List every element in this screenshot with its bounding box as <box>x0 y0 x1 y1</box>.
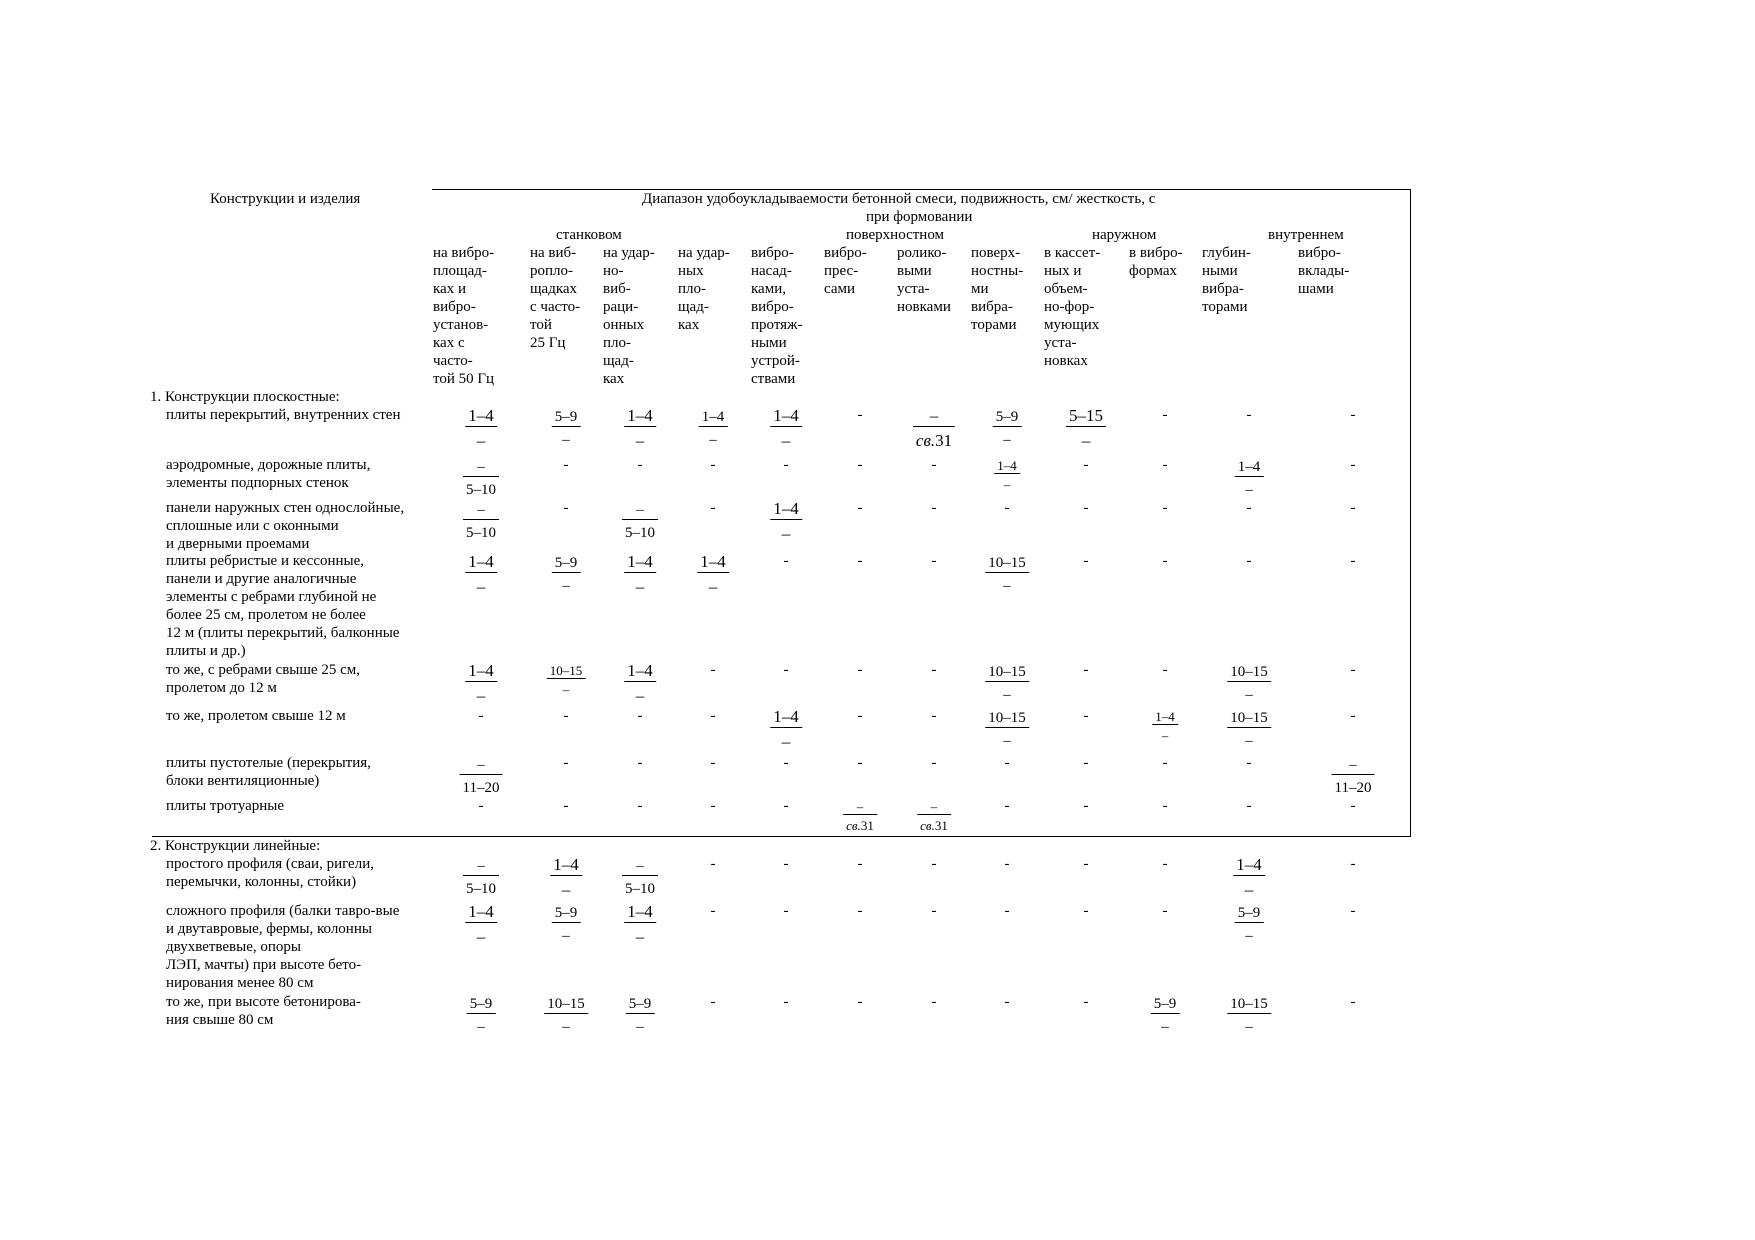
empty-cell-dash: - <box>1083 553 1089 569</box>
empty-cell-dash: - <box>710 500 716 516</box>
fraction-numerator: 1–4 <box>770 499 802 520</box>
empty-cell-dash: - <box>783 553 789 569</box>
fraction-denominator: – <box>562 1019 570 1035</box>
empty-cell-dash: - <box>1083 994 1089 1010</box>
table-subtitle: при формовании <box>866 209 973 225</box>
empty-cell-dash: - <box>1004 903 1010 919</box>
group-header-poverkhnostnom: поверхностном <box>846 227 945 243</box>
fraction-denominator: – <box>476 927 486 946</box>
fraction-denominator: – <box>1245 687 1253 703</box>
fraction-numerator: – <box>843 799 877 815</box>
fraction-numerator: – <box>622 857 658 876</box>
fraction-value <box>1332 756 1375 797</box>
fraction-value <box>699 408 728 449</box>
empty-cell-dash: - <box>1162 457 1168 473</box>
frame-right-line <box>1410 189 1411 836</box>
empty-cell-dash: - <box>931 457 937 473</box>
fraction-denominator: – <box>562 682 570 697</box>
fraction-denominator: – <box>562 928 570 944</box>
fraction-value <box>1233 855 1265 900</box>
empty-cell-dash: - <box>1350 553 1356 569</box>
fraction-denominator: – <box>635 577 645 596</box>
fraction-denominator: – <box>1081 431 1091 450</box>
empty-cell-dash: - <box>783 798 789 814</box>
empty-cell-dash: - <box>1162 798 1168 814</box>
fraction-denominator: – <box>781 431 791 450</box>
fraction-value <box>770 707 802 752</box>
empty-cell-dash: - <box>857 553 863 569</box>
empty-cell-dash: - <box>783 755 789 771</box>
fraction-denominator: – <box>1003 733 1011 749</box>
fraction-denominator: 11–20 <box>1334 780 1372 796</box>
fraction-value <box>1227 663 1271 704</box>
empty-cell-dash: - <box>931 553 937 569</box>
empty-cell-dash: - <box>857 500 863 516</box>
empty-cell-dash: - <box>931 662 937 678</box>
fraction-numerator: 10–15 <box>544 995 588 1014</box>
fraction-value <box>624 406 656 451</box>
empty-cell-dash: - <box>1004 755 1010 771</box>
empty-cell-dash: - <box>563 798 569 814</box>
column-header-4: на удар- ных пло- щад- ках <box>678 245 730 333</box>
column-header-7: ролико- выми уста- новками <box>897 245 951 315</box>
fraction-value <box>622 501 658 542</box>
fraction-numerator: 5–9 <box>1235 904 1264 923</box>
empty-cell-dash: - <box>1083 856 1089 872</box>
empty-cell-dash: - <box>857 662 863 678</box>
fraction-denominator: – <box>1003 477 1011 492</box>
empty-cell-dash: - <box>1083 903 1089 919</box>
empty-cell-dash: - <box>1004 994 1010 1010</box>
empty-cell-dash: - <box>783 457 789 473</box>
fraction-value <box>1066 406 1106 451</box>
fraction-value <box>770 499 802 544</box>
empty-cell-dash: - <box>637 457 643 473</box>
row-label: сложного профиля (балки тавро-вые и двутавровые, фермы, колонны двухветвевые, опоры ЛЭП, мачты) при высоте бето- нирования менее 80 см <box>166 903 400 991</box>
column-header-8: поверх- ностны- ми вибра- торами <box>971 245 1024 333</box>
empty-cell-dash: - <box>857 457 863 473</box>
fraction-denominator: – <box>1245 733 1253 749</box>
fraction-value <box>917 799 951 833</box>
fraction-denominator: – <box>636 1019 644 1035</box>
empty-cell-dash: - <box>931 500 937 516</box>
fraction-value <box>550 855 582 900</box>
fraction-denominator: св.31 <box>920 818 948 833</box>
fraction-numerator: – <box>463 501 499 520</box>
empty-cell-dash: - <box>857 407 863 423</box>
row-label: то же, с ребрами свыше 25 см, пролетом до 12 м <box>166 662 360 696</box>
fraction-value <box>1152 709 1178 743</box>
empty-cell-dash: - <box>931 994 937 1010</box>
row-label: то же, пролетом свыше 12 м <box>166 708 346 724</box>
fraction-value <box>1227 995 1271 1036</box>
empty-cell-dash: - <box>1246 407 1252 423</box>
fraction-value <box>985 663 1029 704</box>
fraction-value <box>993 408 1022 449</box>
empty-cell-dash: - <box>931 903 937 919</box>
frame-top-line <box>432 189 1411 190</box>
empty-cell-dash: - <box>710 662 716 678</box>
fraction-denominator: – <box>1245 482 1253 498</box>
empty-cell-dash: - <box>1350 994 1356 1010</box>
empty-cell-dash: - <box>1350 903 1356 919</box>
empty-cell-dash: - <box>1004 500 1010 516</box>
column-header-3: на удар- но- виб- раци- онных пло- щад- ках <box>603 245 655 387</box>
fraction-denominator: – <box>1245 928 1253 944</box>
empty-cell-dash: - <box>1162 662 1168 678</box>
fraction-value <box>465 661 497 706</box>
row-label: плиты пустотелые (перекрытия, блоки вентиляционные) <box>166 755 371 789</box>
fraction-value <box>1227 709 1271 750</box>
fraction-denominator: – <box>1003 578 1011 594</box>
empty-cell-dash: - <box>1004 856 1010 872</box>
fraction-value <box>552 904 581 945</box>
fraction-denominator: св.31 <box>846 818 874 833</box>
group-header-vnutrennem: внутреннем <box>1268 227 1344 243</box>
empty-cell-dash: - <box>1246 553 1252 569</box>
fraction-value <box>465 902 497 947</box>
fraction-value <box>544 995 588 1036</box>
empty-cell-dash: - <box>1162 903 1168 919</box>
fraction-value <box>624 902 656 947</box>
fraction-numerator: 10–15 <box>985 554 1029 573</box>
fraction-numerator: 1–4 <box>624 552 656 573</box>
column-header-5: вибро- насад- ками, вибро- протяж- ными устрой- ствами <box>751 245 803 387</box>
fraction-numerator: 1–4 <box>624 902 656 923</box>
fraction-numerator: 1–4 <box>465 552 497 573</box>
empty-cell-dash: - <box>1162 755 1168 771</box>
empty-cell-dash: - <box>478 798 484 814</box>
fraction-value <box>1235 904 1264 945</box>
empty-cell-dash: - <box>1162 856 1168 872</box>
empty-cell-dash: - <box>1350 500 1356 516</box>
fraction-denominator: – <box>1003 687 1011 703</box>
fraction-numerator: – <box>463 857 499 876</box>
empty-cell-dash: - <box>478 708 484 724</box>
fraction-numerator: 1–4 <box>1152 709 1178 725</box>
empty-cell-dash: - <box>710 708 716 724</box>
fraction-numerator: 1–4 <box>697 552 729 573</box>
fraction-denominator: 5–10 <box>625 525 655 541</box>
empty-cell-dash: - <box>1083 798 1089 814</box>
fraction-denominator: – <box>1161 728 1169 743</box>
fraction-denominator: – <box>1161 1019 1169 1035</box>
fraction-denominator: – <box>477 1019 485 1035</box>
empty-cell-dash: - <box>637 798 643 814</box>
fraction-numerator: 10–15 <box>1227 995 1271 1014</box>
fraction-value <box>985 709 1029 750</box>
empty-cell-dash: - <box>710 903 716 919</box>
empty-cell-dash: - <box>857 708 863 724</box>
empty-cell-dash: - <box>563 755 569 771</box>
fraction-denominator: 11–20 <box>462 780 500 796</box>
fraction-value <box>463 501 499 542</box>
fraction-denominator: – <box>708 577 718 596</box>
fraction-denominator: – <box>476 577 486 596</box>
fraction-value <box>994 458 1020 492</box>
empty-cell-dash: - <box>1350 708 1356 724</box>
empty-cell-dash: - <box>1350 457 1356 473</box>
empty-cell-dash: - <box>1246 798 1252 814</box>
fraction-numerator: 10–15 <box>985 709 1029 728</box>
fraction-denominator: – <box>1003 432 1011 448</box>
fraction-numerator: 1–4 <box>550 855 582 876</box>
fraction-numerator: – <box>1332 756 1375 775</box>
fraction-value <box>913 406 955 451</box>
column-header-2: на виб- ропло- щадках с часто- той 25 Гц <box>530 245 581 351</box>
empty-cell-dash: - <box>857 903 863 919</box>
fraction-numerator: 1–4 <box>465 406 497 427</box>
fraction-numerator: – <box>622 501 658 520</box>
empty-cell-dash: - <box>857 994 863 1010</box>
empty-cell-dash: - <box>1004 798 1010 814</box>
empty-cell-dash: - <box>1246 755 1252 771</box>
fraction-denominator: – <box>635 686 645 705</box>
fraction-denominator: – <box>781 524 791 543</box>
fraction-value <box>552 554 581 595</box>
frame-bottom-line <box>152 836 1411 837</box>
fraction-numerator: 10–15 <box>1227 709 1271 728</box>
empty-cell-dash: - <box>1350 662 1356 678</box>
section-heading-flat: 1. Конструкции плоскостные: <box>150 389 340 405</box>
group-header-stankovom: станковом <box>556 227 622 243</box>
fraction-numerator: 1–4 <box>465 902 497 923</box>
fraction-value <box>463 458 499 499</box>
fraction-numerator: – <box>463 458 499 477</box>
empty-cell-dash: - <box>1083 708 1089 724</box>
first-column-header: Конструкции и изделия <box>210 191 361 207</box>
fraction-denominator: 5–10 <box>466 482 496 498</box>
fraction-value <box>463 857 499 898</box>
fraction-value <box>624 661 656 706</box>
fraction-numerator: 10–15 <box>1227 663 1271 682</box>
fraction-denominator: 5–10 <box>466 881 496 897</box>
row-label: плиты ребристые и кессонные, панели и другие аналогичные элементы с ребрами глубиной не более 25 см, пролетом не более 12 м (плиты перекрытий, балконные плиты и др.) <box>166 553 400 659</box>
fraction-value <box>697 552 729 597</box>
empty-cell-dash: - <box>1083 457 1089 473</box>
fraction-numerator: – <box>460 756 503 775</box>
empty-cell-dash: - <box>783 662 789 678</box>
column-header-11: глубин- ными вибра- торами <box>1202 245 1251 315</box>
empty-cell-dash: - <box>710 856 716 872</box>
fraction-value <box>624 552 656 597</box>
fraction-denominator: – <box>476 431 486 450</box>
empty-cell-dash: - <box>563 708 569 724</box>
empty-cell-dash: - <box>1246 500 1252 516</box>
column-header-10: в вибро- формах <box>1129 245 1183 279</box>
empty-cell-dash: - <box>783 903 789 919</box>
section-heading-linear: 2. Конструкции линейные: <box>150 838 321 854</box>
fraction-denominator: – <box>1244 880 1254 899</box>
fraction-numerator: 5–9 <box>993 408 1022 427</box>
fraction-numerator: 5–9 <box>1151 995 1180 1014</box>
fraction-value <box>626 995 655 1036</box>
fraction-denominator: 5–10 <box>625 881 655 897</box>
fraction-numerator: 1–4 <box>770 406 802 427</box>
row-label: простого профиля (сваи, ригели, перемычки, колонны, стойки) <box>166 856 374 890</box>
empty-cell-dash: - <box>1083 500 1089 516</box>
empty-cell-dash: - <box>710 755 716 771</box>
empty-cell-dash: - <box>1162 407 1168 423</box>
fraction-value <box>1151 995 1180 1036</box>
column-header-9: в кассет- ных и объем- но-фор- мующих уста- новках <box>1044 245 1101 369</box>
fraction-value <box>1235 458 1264 499</box>
fraction-denominator: – <box>635 927 645 946</box>
fraction-numerator: 10–15 <box>547 663 586 679</box>
fraction-numerator: 5–15 <box>1066 406 1106 427</box>
empty-cell-dash: - <box>857 856 863 872</box>
fraction-value <box>465 552 497 597</box>
empty-cell-dash: - <box>931 708 937 724</box>
fraction-numerator: 5–9 <box>552 554 581 573</box>
fraction-denominator: – <box>635 431 645 450</box>
fraction-denominator: – <box>561 880 571 899</box>
fraction-value <box>770 406 802 451</box>
fraction-numerator: 1–4 <box>699 408 728 427</box>
fraction-denominator: – <box>709 432 717 448</box>
row-label: аэродромные, дорожные плиты, элементы подпорных стенок <box>166 457 371 491</box>
empty-cell-dash: - <box>563 457 569 473</box>
fraction-numerator: 1–4 <box>465 661 497 682</box>
fraction-value <box>460 756 503 797</box>
fraction-numerator: 10–15 <box>985 663 1029 682</box>
empty-cell-dash: - <box>637 708 643 724</box>
empty-cell-dash: - <box>783 994 789 1010</box>
column-header-1: на вибро- площад- ках и вибро- установ- ках с часто- той 50 Гц <box>433 245 495 387</box>
fraction-value <box>547 663 586 697</box>
column-header-12: вибро- вклады- шами <box>1298 245 1350 297</box>
empty-cell-dash: - <box>563 500 569 516</box>
fraction-value <box>467 995 496 1036</box>
fraction-denominator: св.31 <box>915 431 953 450</box>
row-label: плиты тротуарные <box>166 798 285 814</box>
fraction-value <box>552 408 581 449</box>
empty-cell-dash: - <box>1083 755 1089 771</box>
fraction-denominator: – <box>1245 1019 1253 1035</box>
empty-cell-dash: - <box>1162 500 1168 516</box>
fraction-numerator: 1–4 <box>624 406 656 427</box>
empty-cell-dash: - <box>710 457 716 473</box>
empty-cell-dash: - <box>783 856 789 872</box>
fraction-numerator: 5–9 <box>467 995 496 1014</box>
fraction-numerator: 5–9 <box>552 904 581 923</box>
empty-cell-dash: - <box>710 798 716 814</box>
empty-cell-dash: - <box>1162 553 1168 569</box>
empty-cell-dash: - <box>931 755 937 771</box>
empty-cell-dash: - <box>1350 407 1356 423</box>
fraction-value <box>465 406 497 451</box>
empty-cell-dash: - <box>1350 798 1356 814</box>
empty-cell-dash: - <box>857 755 863 771</box>
fraction-numerator: – <box>917 799 951 815</box>
fraction-numerator: 1–4 <box>770 707 802 728</box>
table-title: Диапазон удобоукладываемости бетонной смеси, подвижность, см/ жесткость, с <box>642 191 1156 207</box>
empty-cell-dash: - <box>1350 856 1356 872</box>
group-header-naruzhnom: наружном <box>1092 227 1157 243</box>
empty-cell-dash: - <box>710 994 716 1010</box>
fraction-value <box>622 857 658 898</box>
fraction-numerator: 1–4 <box>624 661 656 682</box>
fraction-value <box>843 799 877 833</box>
fraction-numerator: 1–4 <box>1235 458 1264 477</box>
row-label: плиты перекрытий, внутренних стен <box>166 407 401 423</box>
fraction-denominator: – <box>781 732 791 751</box>
fraction-numerator: 1–4 <box>994 458 1020 474</box>
row-label: панели наружных стен однослойные, сплошные или с оконными и дверными проемами <box>166 500 405 552</box>
fraction-denominator: 5–10 <box>466 525 496 541</box>
fraction-numerator: 1–4 <box>1233 855 1265 876</box>
fraction-value <box>985 554 1029 595</box>
fraction-numerator: 5–9 <box>552 408 581 427</box>
empty-cell-dash: - <box>1083 662 1089 678</box>
empty-cell-dash: - <box>637 755 643 771</box>
fraction-denominator: – <box>562 432 570 448</box>
row-label: то же, при высоте бетонирова- ния свыше 80 см <box>166 994 361 1028</box>
fraction-numerator: – <box>913 406 955 427</box>
fraction-numerator: 5–9 <box>626 995 655 1014</box>
empty-cell-dash: - <box>931 856 937 872</box>
column-header-6: вибро- прес- сами <box>824 245 867 297</box>
fraction-denominator: – <box>476 686 486 705</box>
fraction-denominator: – <box>562 578 570 594</box>
